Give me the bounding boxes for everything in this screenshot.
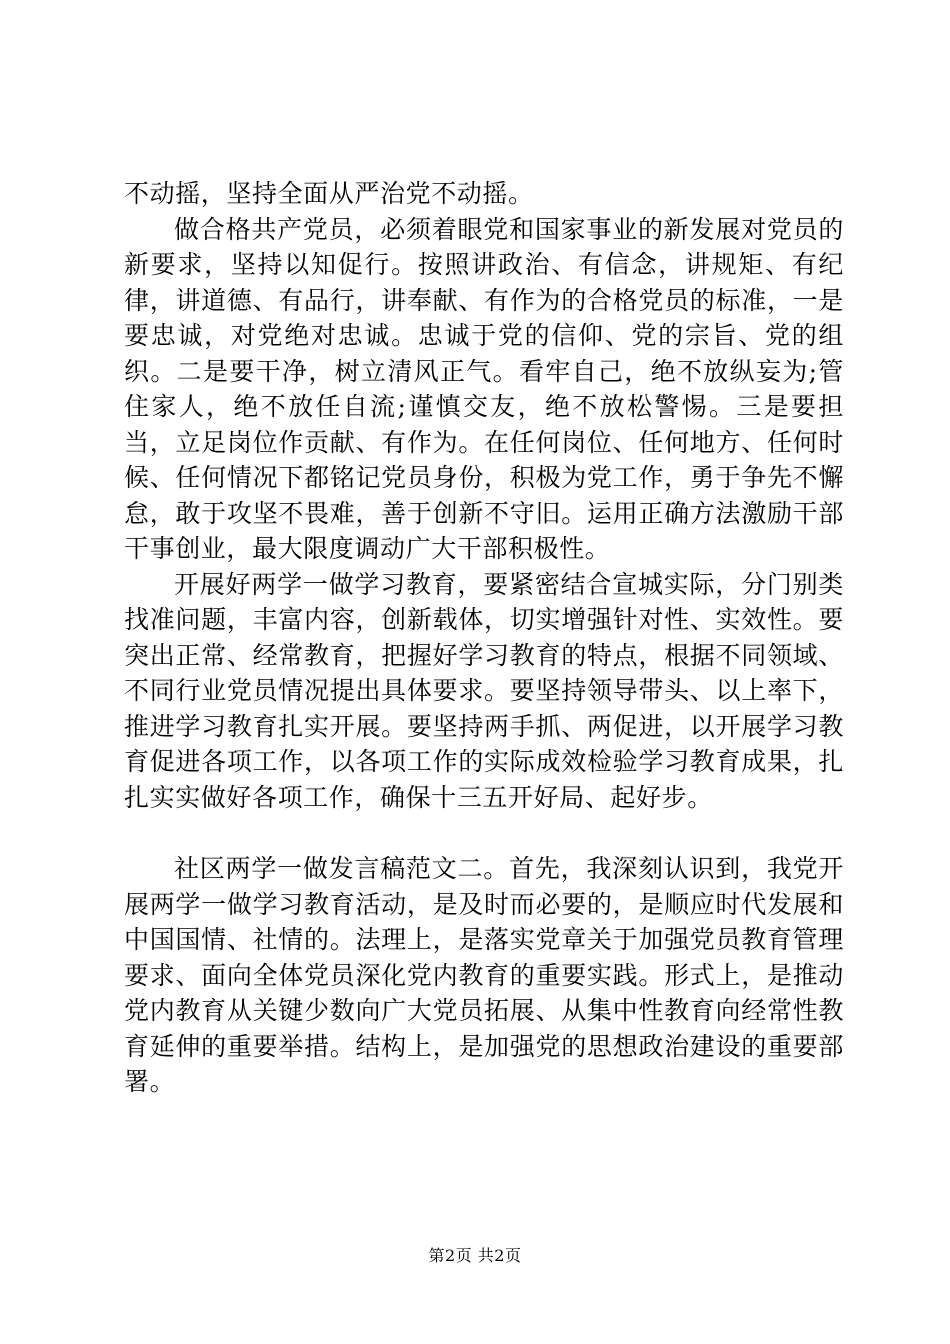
- document-body: [124, 176, 844, 1100]
- page-footer: 第2页 共2页: [428, 1246, 522, 1265]
- paragraph-sample-two: 社区两学一做发言稿范文二。首先，我深刻认识到，我党开展两学一做学习教育活动，是及时而必要的，是顺应时代发展和中国国情、社情的。法理上，是落实党章关于加强党员教育管理要求、面向全体党员深化党内教育的重要实践。形式上，是推动党内教育从关键少数向广大党员拓展、从集中性教育向经常性教育延伸的重要举措。结构上，是加强党的思想政治建设的重要部署。: [124, 854, 844, 1096]
- paragraph-gap: [124, 815, 844, 851]
- paragraph-qualified-member: 做合格共产党员，必须着眼党和国家事业的新发展对党员的新要求，坚持以知促行。按照讲政治、有信念，讲规矩、有纪律，讲道德、有品行，讲奉献、有作为的合格党员的标准，一是要忠诚，对党绝对忠诚。忠诚于党的信仰、党的宗旨、党的组织。二是要干净，树立清风正气。看牢自己，绝不放纵妄为;管住家人，绝不放任自流;谨慎交友，绝不放松警惕。三是要担当，立足岗位作贡献、有作为。在任何岗位、任何地方、任何时候、任何情况下都铭记党员身份，积极为党工作，勇于争先不懈怠，敢于攻坚不畏难，善于创新不守旧。运用正确方法激励干部干事创业，最大限度调动广大干部积极性。: [124, 214, 844, 563]
- paragraph-study-education: 开展好两学一做学习教育，要紧密结合宣城实际，分门别类找准问题，丰富内容，创新载体，切实增强针对性、实效性。要突出正常、经常教育，把握好学习教育的特点，根据不同领域、不同行业党员情况提出具体要求。要坚持领导带头、以上率下，推进学习教育扎实开展。要坚持两手抓、两促进，以开展学习教育促进各项工作，以各项工作的实际成效检验学习教育成果，扎扎实实做好各项工作，确保十三五开好局、起好步。: [124, 569, 844, 812]
- paragraph-continuation: 不动摇，坚持全面从严治党不动摇。: [124, 179, 534, 208]
